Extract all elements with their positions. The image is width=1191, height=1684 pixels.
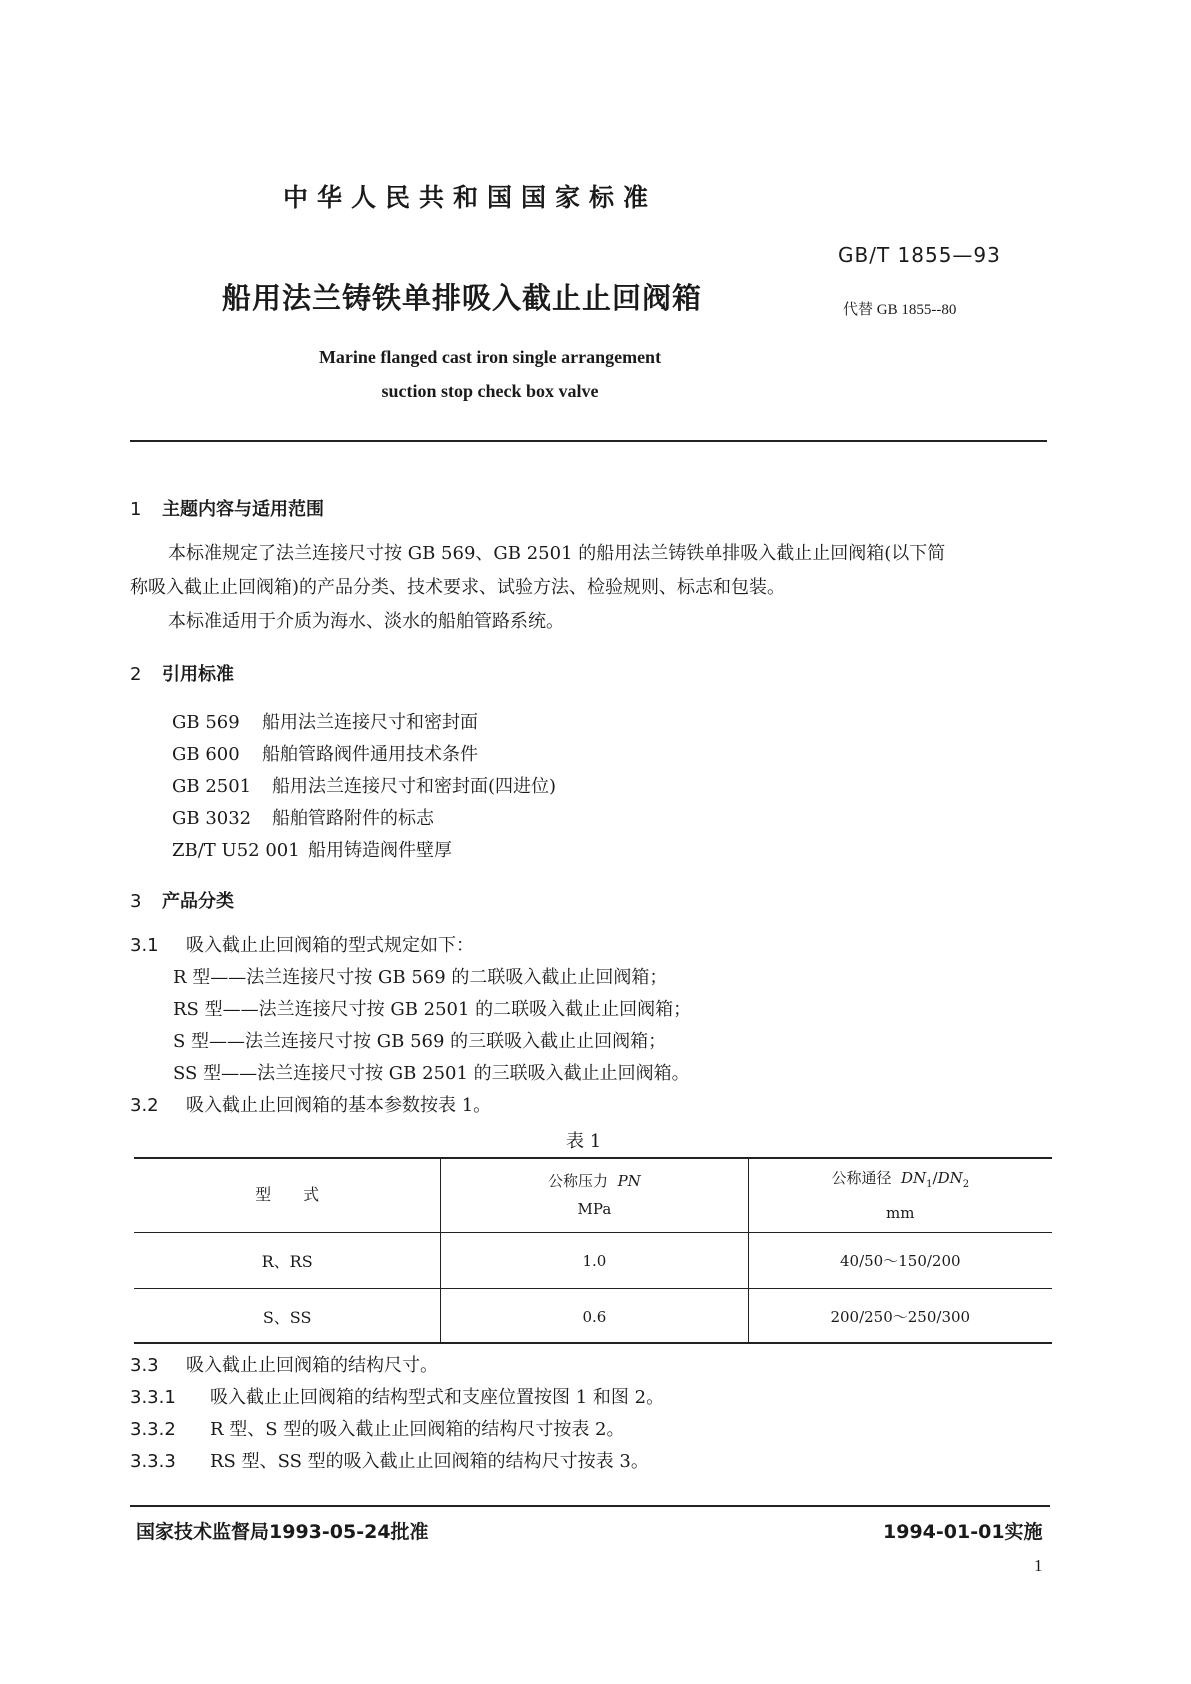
reference-code: GB 569	[172, 712, 240, 733]
header-diameter-unit: mm	[886, 1203, 915, 1222]
document-title-cn: 船用法兰铸铁单排吸入截止止回阀箱	[222, 281, 703, 315]
clause-3-3	[130, 1350, 438, 1382]
reference-item	[172, 836, 452, 862]
header-pressure-unit: MPa	[577, 1200, 612, 1218]
header-diameter	[748, 1158, 1052, 1233]
clause-text: 吸入截止止回阀箱的结构型式和支座位置按图 1 和图 2。	[210, 1387, 665, 1408]
header-diameter-label: 公称通径 $DN_1/DN_2$	[831, 1168, 970, 1190]
reference-name: 船用铸造阀件壁厚	[308, 840, 452, 861]
type-definition: RS 型——法兰连接尺寸按 GB 2501 的二联吸入截止止回阀箱；	[173, 999, 692, 1020]
cell-diameter: 200/250～250/300	[830, 1308, 971, 1326]
section-title: 引用标准	[162, 664, 234, 685]
reference-code: GB 600	[172, 744, 240, 765]
section-2-heading	[130, 660, 234, 686]
clause-text: 吸入截止止回阀箱的基本参数按表 1。	[186, 1095, 492, 1116]
reference-name: 船舶管路阀件通用技术条件	[262, 744, 478, 765]
effective-date: 1994-01-01实施	[883, 1521, 1043, 1543]
reference-name: 船用法兰连接尺寸和密封面	[262, 712, 478, 733]
parameters-table	[134, 1158, 1052, 1344]
approval-statement: 国家技术监督局1993-05-24批准	[136, 1521, 429, 1543]
reference-code: GB 2501	[172, 776, 252, 797]
clause-text: 吸入截止止回阀箱的型式规定如下：	[186, 935, 474, 956]
table-row	[134, 1233, 1052, 1289]
table-row	[134, 1289, 1052, 1345]
header-pressure	[441, 1158, 748, 1233]
section-number: 2	[130, 664, 142, 685]
type-definition: S 型——法兰连接尺寸按 GB 569 的三联吸入截止止回阀箱；	[173, 1031, 667, 1052]
clause-number: 3.1	[130, 935, 159, 956]
reference-name: 船舶管路附件的标志	[272, 808, 434, 829]
section-title: 产品分类	[162, 891, 234, 912]
cell-diameter: 40/50～150/200	[748, 1233, 1052, 1289]
cell-type: S、SS	[134, 1289, 441, 1345]
table-header-row	[134, 1158, 1052, 1233]
section-number: 3	[130, 891, 142, 912]
clause-text: 吸入截止止回阀箱的结构尺寸。	[186, 1355, 438, 1376]
clause-number: 3.3.2	[130, 1419, 176, 1440]
title-en-line1: Marine flanged cast iron single arrangement	[318, 347, 662, 367]
clause-3-3-3	[130, 1446, 649, 1478]
reference-name: 船用法兰连接尺寸和密封面(四进位)	[272, 776, 557, 797]
reference-code: GB 3032	[172, 808, 252, 829]
table-caption: 表 1	[566, 1131, 602, 1152]
clause-number: 3.2	[130, 1095, 159, 1116]
header-rule	[130, 440, 1047, 442]
clause-3-2	[130, 1090, 491, 1122]
title-en-line2: suction stop check box valve	[381, 381, 599, 401]
header-type: 型 式	[134, 1158, 441, 1233]
clause-3-3-1	[130, 1382, 664, 1414]
section-1-para-1-line-2: 称吸入截止止回阀箱)的产品分类、技术要求、试验方法、检验规则、标志和包装。	[130, 577, 786, 598]
clause-3-1	[130, 930, 474, 962]
clause-number: 3.3.3	[130, 1451, 176, 1472]
cell-pressure: 1.0	[441, 1233, 748, 1289]
nation-standard-heading: 中华人民共和国国家标准	[283, 183, 658, 212]
standard-number: GB/T 1855—93	[838, 243, 1001, 267]
clause-3-3-2	[130, 1414, 625, 1446]
reference-item	[172, 708, 478, 734]
cell-type: R、RS	[134, 1233, 441, 1289]
clause-number: 3.3.1	[130, 1387, 176, 1408]
section-1-para-2: 本标准适用于介质为海水、淡水的船舶管路系统。	[168, 611, 564, 632]
cell-pressure: 0.6	[441, 1289, 748, 1345]
section-1-para-1-line-1: 本标准规定了法兰连接尺寸按 GB 569、GB 2501 的船用法兰铸铁单排吸入截止止回阀箱(以下简	[168, 543, 946, 564]
clause-text: RS 型、SS 型的吸入截止止回阀箱的结构尺寸按表 3。	[210, 1451, 649, 1472]
type-definition: R 型——法兰连接尺寸按 GB 569 的二联吸入截止止回阀箱；	[173, 967, 668, 988]
type-definition: SS 型——法兰连接尺寸按 GB 2501 的三联吸入截止止回阀箱。	[173, 1063, 690, 1084]
replaces-standard: 代替 GB 1855--80	[843, 302, 957, 318]
table-bottom-rule	[134, 1342, 1052, 1344]
clause-number: 3.3	[130, 1355, 159, 1376]
reference-item	[172, 740, 478, 766]
header-pressure-label: 公称压力 PN	[548, 1172, 641, 1190]
section-title: 主题内容与适用范围	[162, 499, 324, 520]
reference-code: ZB/T U52 001	[172, 840, 300, 861]
reference-item	[172, 804, 434, 830]
section-3-heading	[130, 887, 234, 913]
section-number: 1	[130, 499, 142, 520]
reference-item	[172, 772, 556, 798]
document-title-en	[240, 340, 740, 408]
footer-rule	[130, 1505, 1050, 1507]
section-1-heading	[130, 495, 324, 521]
page-number: 1	[1034, 1556, 1043, 1575]
clause-text: R 型、S 型的吸入截止止回阀箱的结构尺寸按表 2。	[210, 1419, 625, 1440]
